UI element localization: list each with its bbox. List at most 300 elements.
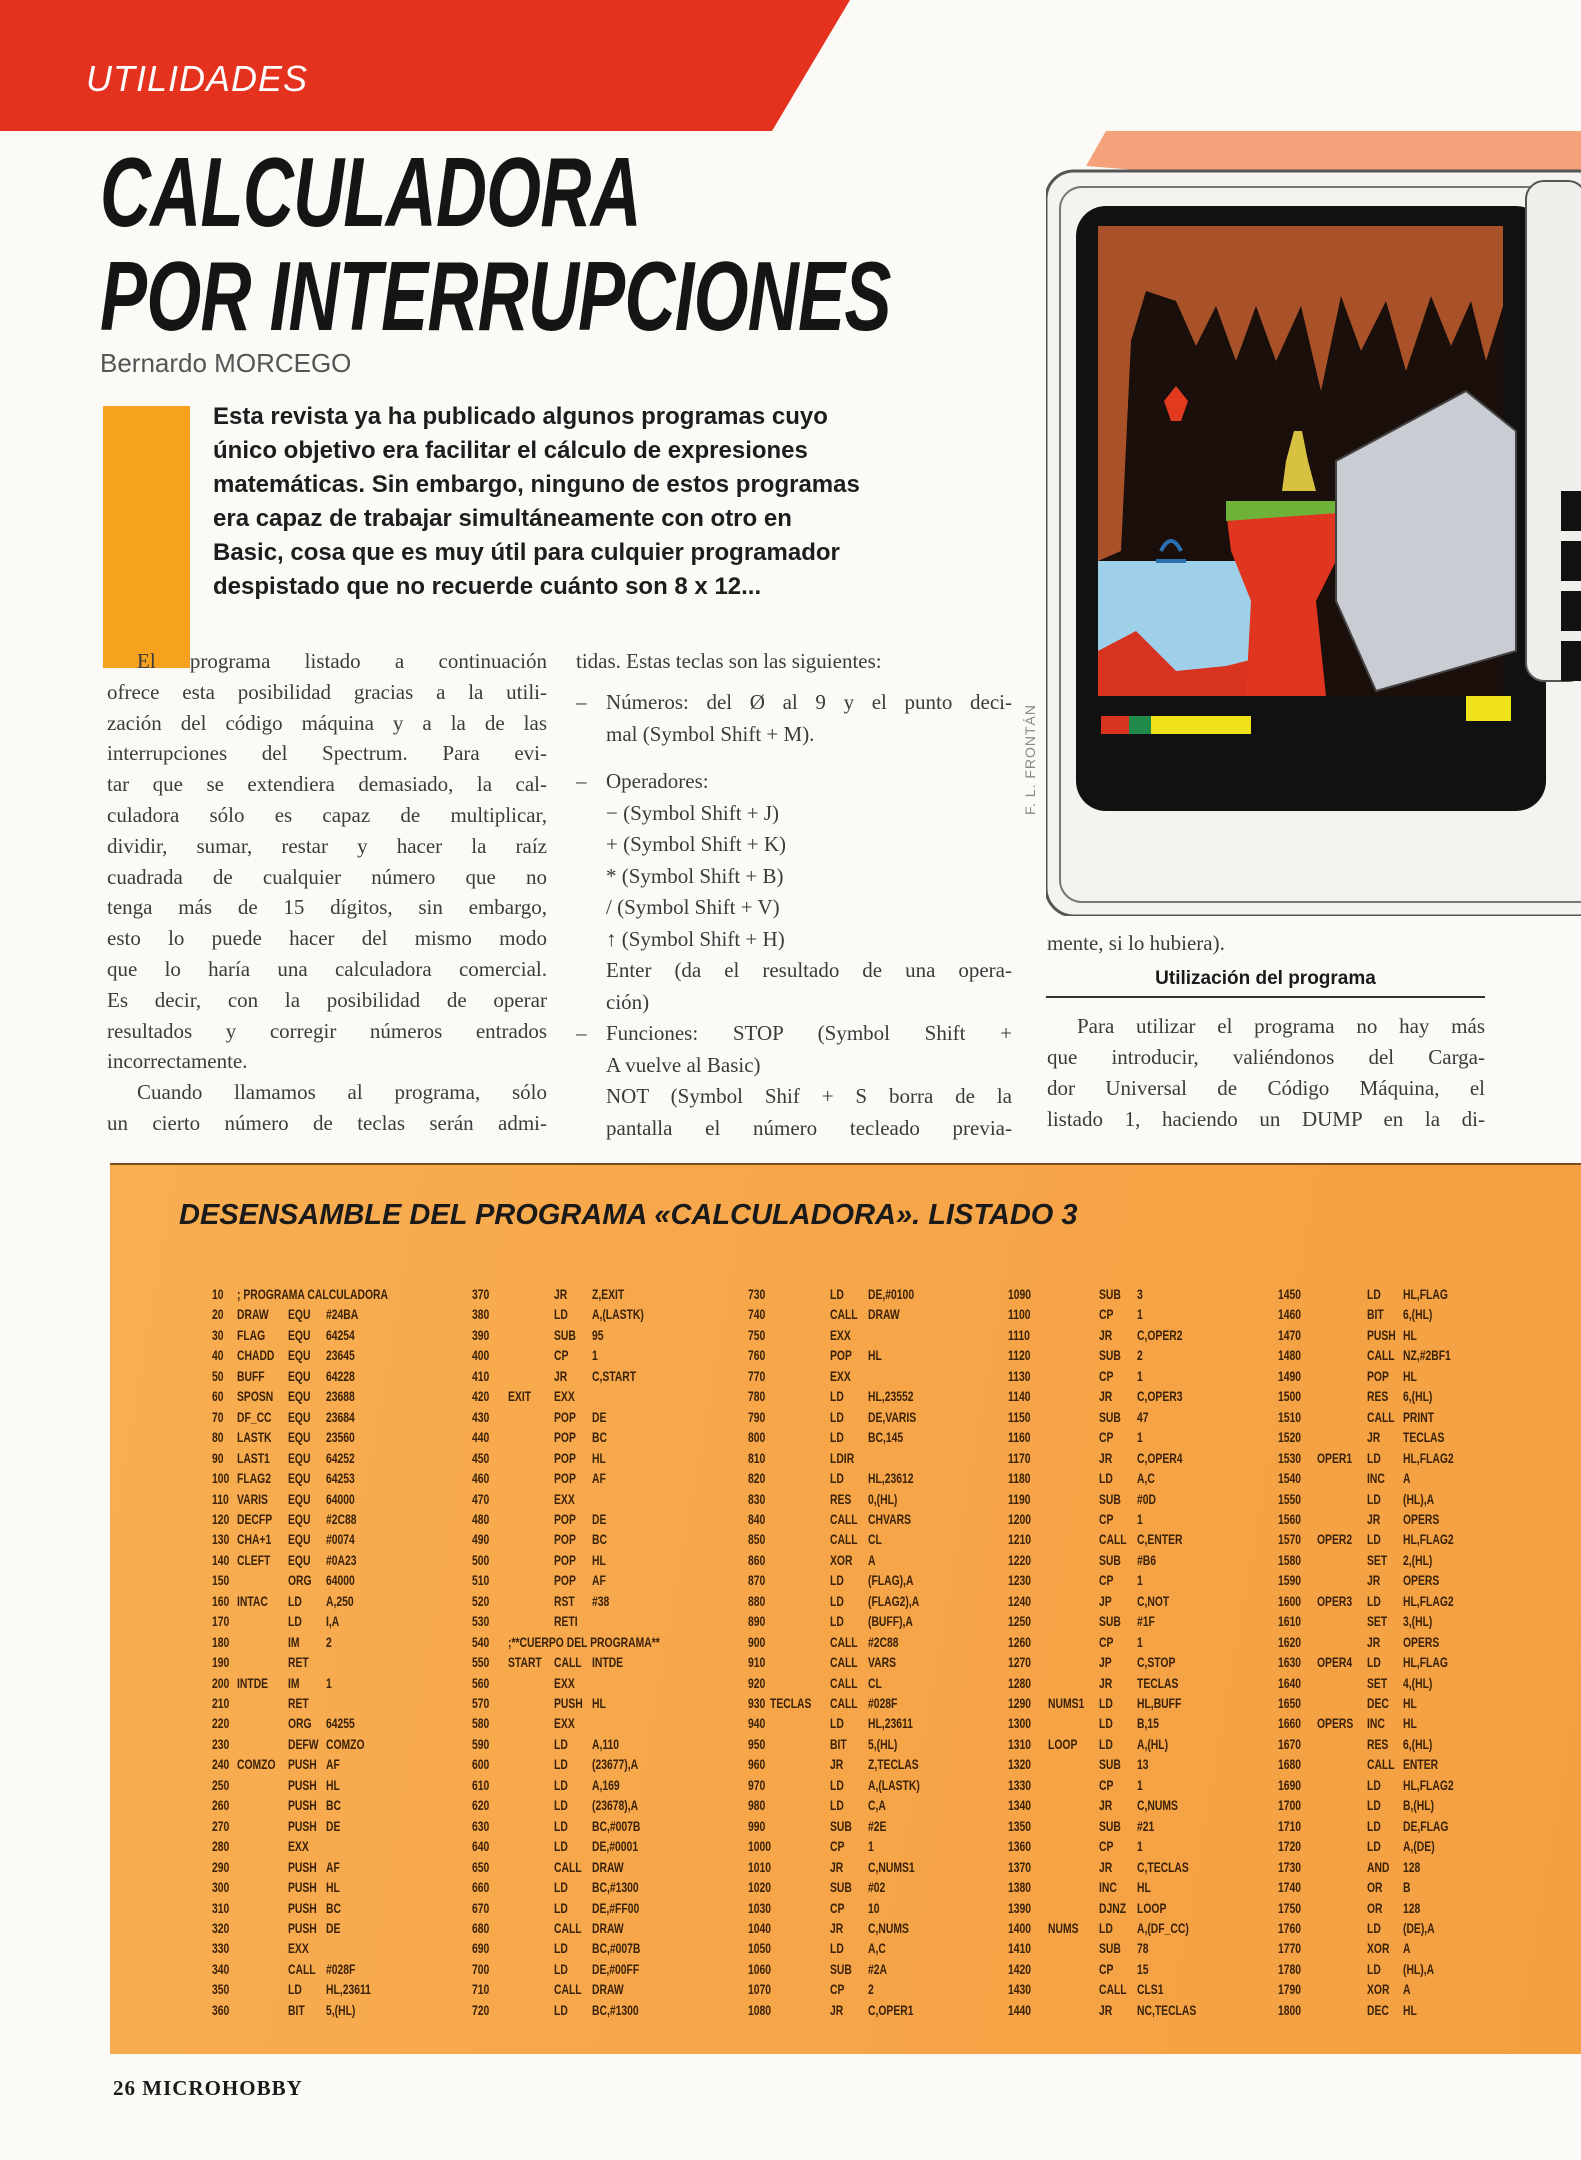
operand: DE: [326, 1817, 341, 1834]
operand: B,(HL): [1403, 1797, 1435, 1814]
listing-line: [748, 1652, 1008, 1672]
opcode: CALL: [1099, 1531, 1127, 1548]
list-line: mal (Symbol Shift + M).: [606, 721, 815, 746]
listing-line: [1008, 1325, 1268, 1345]
opcode: RES: [830, 1490, 852, 1507]
operand: 2: [326, 1633, 332, 1650]
label: DF_CC: [237, 1408, 272, 1425]
opcode: RET: [288, 1654, 309, 1671]
line-number: 1670: [1278, 1735, 1302, 1752]
listing-line: [472, 1427, 732, 1447]
operand: DE: [592, 1408, 607, 1425]
line-number: 750: [748, 1326, 766, 1343]
listing-line: [1278, 1652, 1538, 1672]
listing-line: [748, 1529, 1008, 1549]
opcode: SUB: [1099, 1613, 1121, 1630]
author-byline: Bernardo MORCEGO: [100, 348, 352, 378]
opcode: EQU: [288, 1531, 311, 1548]
operand: A,(DE): [1403, 1838, 1435, 1855]
operand: NC,TECLAS: [1137, 2001, 1197, 2018]
body-column-2-lead: tidas. Estas teclas son las siguientes:: [576, 649, 882, 673]
operand: AF: [592, 1470, 606, 1487]
listing-line: [212, 1407, 472, 1427]
opcode: CALL: [830, 1674, 858, 1691]
operand: VARS: [868, 1654, 897, 1671]
label: BUFF: [237, 1367, 265, 1384]
operand: HL: [592, 1695, 606, 1711]
operand: HL,FLAG2: [1403, 1592, 1454, 1609]
line-number: 1010: [748, 1858, 772, 1875]
opcode: EXX: [554, 1388, 575, 1405]
listing-line: [1008, 1591, 1268, 1611]
body-line: interrupciones del Spectrum. Para evi-: [107, 741, 547, 766]
operand: A: [1403, 1981, 1411, 1998]
line-number: 1160: [1008, 1429, 1031, 1446]
listing-line: [472, 1673, 732, 1693]
opcode: DEFW: [288, 1735, 319, 1752]
line-number: 860: [748, 1551, 766, 1568]
line-number: 130: [212, 1531, 230, 1548]
line-number: 1390: [1008, 1899, 1032, 1916]
operand: HL,23611: [326, 1981, 371, 1998]
operand: 1: [1137, 1838, 1143, 1855]
opcode: EQU: [288, 1551, 311, 1568]
operand: 78: [1137, 1940, 1149, 1957]
listing-line: [748, 1448, 1008, 1468]
operand: C,TECLAS: [1137, 1858, 1189, 1875]
listing-line: [472, 1836, 732, 1856]
opcode: LD: [1099, 1735, 1113, 1752]
opcode: LD: [554, 1879, 568, 1896]
opcode: LD: [1367, 1919, 1381, 1936]
operand: A: [1403, 1470, 1411, 1487]
listing-line: [212, 1366, 472, 1386]
line-number: 550: [472, 1654, 490, 1671]
listing-line: [1008, 1570, 1268, 1590]
body-column-1: [107, 646, 547, 1139]
line-number: 1700: [1278, 1797, 1302, 1814]
line-number: 50: [212, 1367, 224, 1384]
operand: HL: [326, 1776, 340, 1793]
opcode: LD: [554, 1817, 568, 1834]
opcode: EQU: [288, 1449, 311, 1466]
opcode: JR: [1367, 1633, 1381, 1650]
opcode: JR: [1099, 1388, 1113, 1405]
line-number: 1400: [1008, 1919, 1032, 1936]
operand: C,OPER2: [1137, 1326, 1183, 1343]
operand: C,NUMS: [1137, 1797, 1178, 1814]
line-number: 1450: [1278, 1286, 1302, 1302]
operand: C,OPER1: [868, 2001, 914, 2018]
listing-line: [748, 1570, 1008, 1590]
opcode: EXX: [554, 1674, 575, 1691]
operand: HL,23611: [868, 1715, 913, 1732]
opcode: JR: [554, 1286, 568, 1302]
opcode: DJNZ: [1099, 1899, 1127, 1916]
operand: Z,EXIT: [592, 1286, 625, 1302]
line-number: 790: [748, 1408, 766, 1425]
line-number: 1180: [1008, 1470, 1031, 1487]
operand: C,STOP: [1137, 1654, 1176, 1671]
opcode: LD: [554, 1960, 568, 1977]
line-number: 850: [748, 1531, 766, 1548]
opcode: BIT: [288, 2001, 305, 2018]
line-number: 840: [748, 1510, 766, 1527]
opcode: LD: [554, 1735, 568, 1752]
listing-line: [472, 1407, 732, 1427]
body-line: Es decir, con la posibilidad de operar: [107, 987, 547, 1012]
operand: CL: [868, 1531, 882, 1548]
opcode: EQU: [288, 1408, 311, 1425]
label: NUMS1: [1048, 1695, 1085, 1711]
listing-line: [1008, 1918, 1268, 1938]
line-number: 940: [748, 1715, 766, 1732]
body-line: resultados y corregir números entrados: [107, 1018, 547, 1043]
opcode: CALL: [554, 1981, 582, 1998]
opcode: CP: [1099, 1960, 1114, 1977]
listing-line: [1008, 1877, 1268, 1897]
opcode: LD: [830, 1388, 844, 1405]
line-number: 1340: [1008, 1797, 1032, 1814]
opcode: BIT: [830, 1735, 847, 1752]
opcode: PUSH: [288, 1858, 317, 1875]
operand: HL: [868, 1347, 882, 1364]
line-number: 310: [212, 1899, 230, 1916]
line-number: 1320: [1008, 1756, 1032, 1773]
label: TECLAS: [770, 1695, 812, 1711]
opcode: SUB: [1099, 1490, 1121, 1507]
operand: B: [1403, 1879, 1411, 1896]
operand: CHVARS: [868, 1510, 911, 1527]
opcode: JR: [1367, 1510, 1381, 1527]
operand: (FLAG2),A: [868, 1592, 920, 1609]
operand: PRINT: [1403, 1408, 1435, 1425]
opcode: JR: [830, 1919, 844, 1936]
listing-line: [748, 1918, 1008, 1938]
line-number: 1590: [1278, 1572, 1302, 1589]
operand: C,ENTER: [1137, 1531, 1183, 1548]
line-number: 950: [748, 1735, 766, 1752]
operand: A,110: [592, 1735, 620, 1752]
opcode: POP: [554, 1551, 576, 1568]
opcode: JR: [1367, 1429, 1381, 1446]
operand: #2C88: [868, 1633, 899, 1650]
label: OPER4: [1317, 1654, 1353, 1671]
line-number: 150: [212, 1572, 230, 1589]
listing-line: [748, 1284, 1008, 1304]
label: COMZO: [237, 1756, 276, 1773]
intro-line: matemáticas. Sin embargo, ninguno de estos programas: [213, 471, 860, 498]
line-number: 1800: [1278, 2001, 1302, 2018]
line-number: 570: [472, 1695, 490, 1711]
listing-line: [472, 1448, 732, 1468]
operand: NZ,#2BF1: [1403, 1347, 1451, 1364]
operand: DRAW: [592, 1981, 624, 1998]
line-number: 1690: [1278, 1776, 1302, 1793]
line-number: 10: [212, 1286, 224, 1302]
opcode: CALL: [830, 1306, 858, 1323]
operand: #B6: [1137, 1551, 1157, 1568]
operand: C,NUMS: [868, 1919, 909, 1936]
opcode: JR: [1099, 1674, 1113, 1691]
opcode: LD: [554, 1776, 568, 1793]
listing-line: [1278, 1938, 1538, 1958]
line-number: 710: [472, 1981, 490, 1998]
opcode: LD: [1367, 1490, 1381, 1507]
opcode: LD: [1367, 1531, 1381, 1548]
operand: B,15: [1137, 1715, 1159, 1732]
listing-line: [748, 1366, 1008, 1386]
opcode: SUB: [830, 1817, 852, 1834]
label: INTAC: [237, 1592, 268, 1609]
computer-monitor-illustration: [1046, 131, 1581, 916]
list-line: / (Symbol Shift + V): [606, 895, 780, 919]
operand: #1F: [1137, 1613, 1155, 1630]
listing-line: [1008, 1816, 1268, 1836]
listing-line: [1278, 1427, 1538, 1447]
line-number: 1420: [1008, 1960, 1032, 1977]
opcode: DEC: [1367, 2001, 1389, 2018]
listing-line: [1278, 1386, 1538, 1406]
opcode: SUB: [1099, 1817, 1121, 1834]
listing-line: [1278, 1754, 1538, 1774]
listing-line: [472, 1489, 732, 1509]
line-number: 1570: [1278, 1531, 1302, 1548]
listing-line: [212, 1304, 472, 1324]
line-number: 360: [212, 2001, 230, 2018]
listing-line: [472, 1898, 732, 1918]
line-number: 1050: [748, 1940, 772, 1957]
listing-line: [212, 1632, 472, 1652]
line-number: 990: [748, 1817, 766, 1834]
listing-line: [1278, 1366, 1538, 1386]
line-number: 140: [212, 1551, 230, 1568]
line-number: 760: [748, 1347, 766, 1364]
list-dash: –: [576, 769, 587, 793]
opcode: JR: [830, 1858, 844, 1875]
opcode: CALL: [830, 1654, 858, 1671]
line-number: 1330: [1008, 1776, 1032, 1793]
list-line: − (Symbol Shift + J): [606, 800, 780, 825]
operand: 1: [1137, 1429, 1143, 1446]
operand: DE,FLAG: [1403, 1817, 1449, 1834]
opcode: SUB: [1099, 1347, 1121, 1364]
listing-line: [472, 1611, 732, 1631]
line-number: 1640: [1278, 1674, 1302, 1691]
listing-line: [212, 1754, 472, 1774]
line-number: 270: [212, 1817, 230, 1834]
list-line: Enter (da el resultado de una opera-: [606, 958, 1012, 982]
body-column-3-paragraph: [1047, 1011, 1485, 1135]
line-number: 690: [472, 1940, 490, 1957]
opcode: EXX: [288, 1940, 309, 1957]
listing-line: [1278, 1959, 1538, 1979]
body-line: tenga más de 15 dígitos, sin embargo,: [107, 895, 547, 920]
opcode: IM: [288, 1674, 300, 1691]
opcode: XOR: [830, 1551, 853, 1568]
line-number: 1770: [1278, 1940, 1302, 1957]
opcode: POP: [554, 1449, 576, 1466]
operand: 6,(HL): [1403, 1388, 1433, 1405]
listing-line: [1008, 1345, 1268, 1365]
operand: DRAW: [868, 1306, 900, 1323]
listing-line: [472, 1877, 732, 1897]
operand: A,169: [592, 1776, 620, 1793]
opcode: CALL: [554, 1858, 582, 1875]
opcode: JR: [1099, 1797, 1113, 1814]
line-number: 650: [472, 1858, 490, 1875]
listing-line: [212, 1938, 472, 1958]
listing-line: [212, 1489, 472, 1509]
opcode: XOR: [1367, 1981, 1390, 1998]
operand: 64000: [326, 1572, 355, 1589]
body-line: esto lo puede hacer del mismo modo: [107, 926, 547, 951]
operand: DE,#00FF: [592, 1960, 640, 1977]
operand: 1: [1137, 1510, 1143, 1527]
opcode: LD: [1367, 1838, 1381, 1855]
line-number: 120: [212, 1510, 230, 1527]
operand: 3,(HL): [1403, 1613, 1433, 1630]
listing-line: [472, 1304, 732, 1324]
operand: BC,#007B: [592, 1817, 641, 1834]
listing-line: [212, 1918, 472, 1938]
operand: (FLAG),A: [868, 1572, 914, 1589]
listing-line: [212, 1775, 472, 1795]
operand: INTDE: [592, 1654, 624, 1671]
listing-line: [472, 1591, 732, 1611]
listing-line: [748, 1304, 1008, 1324]
listing-line: [472, 1959, 732, 1979]
line-number: 1510: [1278, 1408, 1302, 1425]
line-number: 1200: [1008, 1510, 1032, 1527]
opcode: CP: [830, 1981, 845, 1998]
operand: 15: [1137, 1960, 1149, 1977]
listing-line: [1008, 1795, 1268, 1815]
opcode: CALL: [830, 1633, 858, 1650]
line-number: 1410: [1008, 1940, 1032, 1957]
operand: DE,#0001: [592, 1838, 639, 1855]
operand: (23677),A: [592, 1756, 639, 1773]
operand: HL: [1403, 1367, 1417, 1384]
illustration-credit: F. L. FRONTÁN: [1022, 703, 1038, 815]
operand: 128: [1403, 1858, 1421, 1875]
line-number: 720: [472, 2001, 490, 2018]
operand: DE,#0100: [868, 1286, 915, 1302]
listing-line: [1008, 1468, 1268, 1488]
opcode: BIT: [1367, 1306, 1384, 1323]
listing-line: [1278, 1468, 1538, 1488]
listing-line: [748, 1611, 1008, 1631]
line-number: 960: [748, 1756, 766, 1773]
opcode: POP: [554, 1470, 576, 1487]
line-number: 880: [748, 1592, 766, 1609]
line-number: 1500: [1278, 1388, 1302, 1405]
listing-line: [1008, 1304, 1268, 1324]
list-line: Funciones: STOP (Symbol Shift +: [606, 1021, 1012, 1045]
listing-line: [1278, 1693, 1538, 1713]
intro-paragraph: [213, 400, 1013, 604]
opcode: POP: [554, 1510, 576, 1527]
listing-line: [748, 1836, 1008, 1856]
opcode: EXX: [830, 1326, 851, 1343]
operand: TECLAS: [1137, 1674, 1179, 1691]
label: DECFP: [237, 1510, 273, 1527]
line-number: 220: [212, 1715, 230, 1732]
listing-line: [1278, 1918, 1538, 1938]
body-line: cuadrada de cualquier número que no: [107, 864, 547, 889]
opcode: SUB: [830, 1960, 852, 1977]
line-number: 1710: [1278, 1817, 1302, 1834]
listing-line: [1008, 1959, 1268, 1979]
operand: 10: [868, 1899, 880, 1916]
line-number: 530: [472, 1613, 490, 1630]
listing-line: [1008, 1775, 1268, 1795]
line-number: 1210: [1008, 1531, 1032, 1548]
line-number: 1660: [1278, 1715, 1302, 1732]
opcode: JR: [830, 1756, 844, 1773]
line-number: 1630: [1278, 1654, 1302, 1671]
listing-line: [1008, 1693, 1268, 1713]
line-number: 810: [748, 1449, 766, 1466]
operand: C,OPER4: [1137, 1449, 1183, 1466]
listing-line: [748, 1938, 1008, 1958]
line-number: 980: [748, 1797, 766, 1814]
operand: #2C88: [326, 1510, 357, 1527]
opcode: LD: [288, 1981, 302, 1998]
list-item-text: [606, 766, 1012, 1018]
operand: HL,23612: [868, 1470, 914, 1487]
magazine-name: MICROHOBBY: [142, 2076, 303, 2100]
list-line: Operadores:: [606, 769, 709, 793]
status-bar-yellow: [1151, 716, 1251, 734]
line-number: 1470: [1278, 1326, 1302, 1343]
line-number: 1110: [1008, 1326, 1030, 1343]
line-number: 1170: [1008, 1449, 1031, 1466]
body-line: listado 1, haciendo un DUMP en la di-: [1047, 1107, 1485, 1131]
body-line: que introducir, valiéndonos del Carga-: [1047, 1045, 1485, 1069]
opcode: LD: [830, 1613, 844, 1630]
listing-line: [212, 1427, 472, 1447]
label: OPER3: [1317, 1592, 1353, 1609]
line-number: 1580: [1278, 1551, 1302, 1568]
listing-line: [472, 1468, 732, 1488]
opcode: LD: [554, 1306, 568, 1323]
listing-line: [1278, 1632, 1538, 1652]
operand: C,A: [868, 1797, 886, 1814]
operand: OPERS: [1403, 1572, 1440, 1589]
operand: #028F: [326, 1960, 356, 1977]
operand: COMZO: [326, 1735, 365, 1752]
opcode: LD: [288, 1592, 302, 1609]
operand: DE: [326, 1919, 341, 1936]
listing-line: [1278, 1591, 1538, 1611]
listing-line: [1278, 1877, 1538, 1897]
opcode: POP: [554, 1572, 576, 1589]
line-number: 370: [472, 1286, 490, 1302]
opcode: POP: [830, 1347, 852, 1364]
opcode: EQU: [288, 1429, 311, 1446]
line-number: 520: [472, 1592, 490, 1609]
listing-line: [1008, 1550, 1268, 1570]
label: DRAW: [237, 1306, 269, 1323]
operand: 6,(HL): [1403, 1735, 1433, 1752]
opcode: POP: [1367, 1367, 1389, 1384]
opcode: OR: [1367, 1899, 1383, 1916]
listing-line: [1008, 1836, 1268, 1856]
listing-line: [748, 1489, 1008, 1509]
operand: AF: [592, 1572, 606, 1589]
listing-line: [748, 1816, 1008, 1836]
